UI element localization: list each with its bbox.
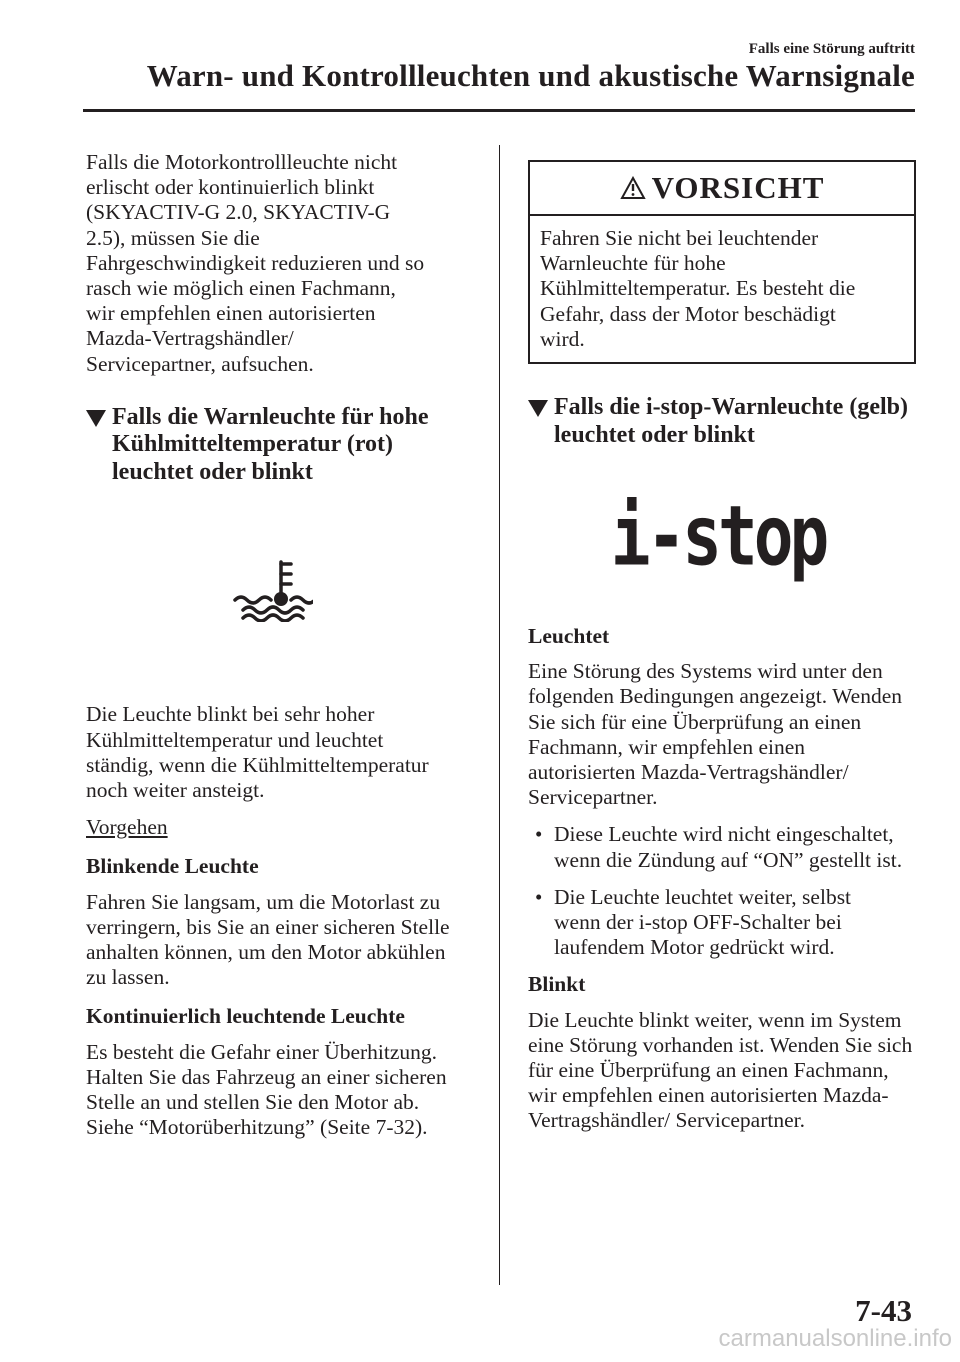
intro-paragraph: Falls die Motorkontrollleuchte nicht erlischt oder kontinuierlich blinkt (SKYACTIV-G 2.0, SKYACTIV-G 2.5), müssen Sie die Fahrgeschwindigkeit reduzieren und so rasch wie möglich einen Fachmann, wir empfehlen einen autorisierten Mazda-Vertragshändler/ Servicepartner, aufsuchen. bbox=[86, 150, 425, 376]
blinking-title: Blinkende Leuchte bbox=[86, 854, 259, 879]
caution-text: Fahren Sie nicht bei leuchtender Warnleuchte für hohe Kühlmitteltemperatur. Es besteht die Gefahr, dass der Motor beschädigt wird. bbox=[540, 226, 856, 351]
lit-title: Leuchtet bbox=[528, 624, 610, 649]
triangle-bullet-icon bbox=[86, 410, 106, 427]
blinking-text: Fahren Sie langsam, um die Motorlast zu verringern, bis Sie an einer sicheren Stelle anhalten können, um den Motor abkühlen zu lassen. bbox=[86, 889, 450, 990]
left-column bbox=[86, 150, 471, 1140]
page-title: Warn- und Kontrollleuchten und akustische Warnsignale bbox=[146, 58, 915, 93]
caution-title: VORSICHT bbox=[651, 170, 825, 205]
blink-text: Die Leuchte blinkt weiter, wenn im System eine Störung vorhanden ist. Wenden Sie sich für eine Überprüfung an einen Fachmann, wir empfehlen einen autorisierten Mazda-Vertragshändler/ Servicepartner. bbox=[528, 1007, 913, 1133]
caution-box bbox=[528, 160, 916, 364]
istop-warning-symbol: i-stop bbox=[610, 488, 826, 585]
column-divider bbox=[499, 145, 500, 1285]
header-section-label: Falls eine Störung auftritt bbox=[748, 41, 915, 57]
triangle-bullet-icon bbox=[528, 400, 548, 417]
list-item: • Die Leuchte leuchtet weiter, selbst wenn der i-stop OFF-Schalter bei laufendem Motor gedrückt wird. bbox=[528, 885, 894, 961]
istop-heading: Falls die i-stop-Warnleuchte (gelb) leuchtet oder blinkt bbox=[528, 394, 914, 449]
procedure-label: Vorgehen bbox=[86, 815, 168, 840]
caution-header bbox=[530, 162, 914, 216]
page-number: 7-43 bbox=[855, 1293, 912, 1328]
list-item: • Diese Leuchte wird nicht eingeschaltet, wenn die Zündung auf “ON” gestellt ist. bbox=[528, 822, 918, 872]
right-column bbox=[528, 160, 918, 1134]
blink-title: Blinkt bbox=[528, 972, 586, 997]
lit-text: Eine Störung des Systems wird unter den folgenden Bedingungen angezeigt. Wenden Sie sich für eine Überprüfung an einen Fachmann, wir empfehlen einen autorisierten Mazda-Vertragshändler/ Servicepartner. bbox=[528, 659, 903, 810]
watermark: carmanualsonline.info bbox=[718, 1325, 952, 1352]
continuous-title: Kontinuierlich leuchtende Leuchte bbox=[86, 1004, 405, 1029]
continuous-text: Es besteht die Gefahr einer Überhitzung. Halten Sie das Fahrzeug an einer sicheren Stelle an und stellen Sie den Motor ab. Siehe “Motorüberhitzung” (Seite 7-32). bbox=[86, 1039, 447, 1140]
header-rule bbox=[83, 109, 915, 112]
warning-triangle-icon bbox=[620, 176, 646, 200]
coolant-temperature-icon bbox=[231, 556, 313, 622]
coolant-description: Die Leuchte blinkt bei sehr hoher Kühlmitteltemperatur und leuchtet ständig, wenn die Kühlmitteltemperatur noch weiter ansteigt. bbox=[86, 702, 429, 802]
coolant-heading: Falls die Warnleuchte für hohe Kühlmitteltemperatur (rot) leuchtet oder blinkt bbox=[86, 404, 467, 487]
